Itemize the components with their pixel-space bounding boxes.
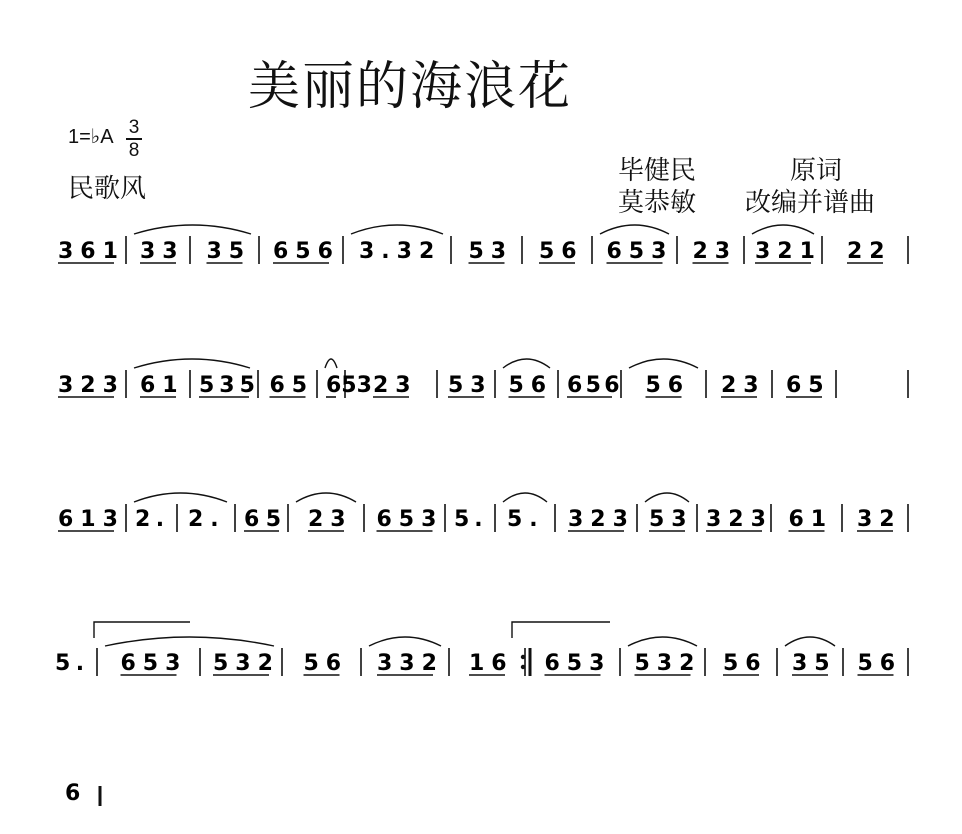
slur-arc xyxy=(785,637,835,646)
song-title: 美丽的海浪花 xyxy=(248,57,573,117)
measure-notes: 321 xyxy=(755,239,822,264)
measure-notes: 532 xyxy=(213,651,280,676)
slur-arc xyxy=(628,637,697,646)
slur-arc xyxy=(645,493,689,502)
measure-notes: 323 xyxy=(568,507,635,532)
measure-notes: 5. xyxy=(454,507,488,532)
measure-notes: 532 xyxy=(634,651,702,676)
style-marking: 民歌风 xyxy=(68,174,147,204)
slur-arc xyxy=(325,359,337,368)
composer-role: 改编并谱曲 xyxy=(745,188,876,218)
measure-notes: 61 xyxy=(788,507,834,532)
measure-notes: 56 xyxy=(857,651,903,676)
time-signature-top: 3 xyxy=(128,117,140,138)
measure-notes: 56 xyxy=(539,239,584,264)
measure-notes: 56 xyxy=(303,651,349,676)
measure-notes: 23 xyxy=(308,507,353,532)
measure-notes: 53 xyxy=(468,239,514,264)
measure-notes: 33 xyxy=(140,239,185,264)
measure-notes: 53 xyxy=(448,373,493,398)
measure-notes: 2. xyxy=(135,507,170,532)
measure-notes: 6 xyxy=(65,781,88,806)
time-signature-bottom: 8 xyxy=(128,140,140,161)
slur-arc xyxy=(296,493,356,502)
measure-notes: 656 xyxy=(273,239,340,264)
slur-arc xyxy=(134,493,227,502)
slur-arc xyxy=(503,359,550,368)
measure-notes: 23 xyxy=(373,373,418,398)
measure-notes: 61 xyxy=(140,373,185,398)
measure-notes: 22 xyxy=(847,239,892,264)
measure-notes: 56 xyxy=(645,373,691,398)
measure-notes: 535 xyxy=(199,373,260,398)
measure-notes: 53 xyxy=(649,507,694,532)
slur-arc xyxy=(105,637,274,646)
repeat-dot xyxy=(521,665,525,669)
measure-notes: 656 xyxy=(567,373,623,398)
measure-notes: 613 xyxy=(58,507,125,532)
measure-notes: 56 xyxy=(508,373,554,398)
measure-notes: 3.32 xyxy=(359,239,442,264)
measure-notes: 65 xyxy=(244,507,288,532)
volta-bracket-2 xyxy=(512,622,610,638)
slur-arc xyxy=(629,359,698,368)
composer-name: 莫恭敏 xyxy=(618,188,697,218)
slur-arc xyxy=(369,637,441,646)
measure-notes: 35 xyxy=(792,651,837,676)
measure-notes: 323 xyxy=(706,507,773,532)
slur-arc xyxy=(752,225,814,234)
repeat-dot xyxy=(521,655,525,659)
measure-notes: 653 xyxy=(326,373,372,398)
volta-bracket-1 xyxy=(94,622,190,638)
key-signature: 1=♭A xyxy=(68,126,114,148)
measure-notes: 5. xyxy=(507,507,545,532)
slur-arc xyxy=(134,225,251,234)
measure-notes: 56 xyxy=(723,651,768,676)
measure-notes: 653 xyxy=(376,507,444,532)
measure-notes: 361 xyxy=(58,239,125,264)
slur-arc xyxy=(503,493,547,502)
measure-notes: 35 xyxy=(206,239,252,264)
slur-arc xyxy=(134,359,250,368)
lyricist-name: 毕健民 xyxy=(618,156,697,186)
measure-notes: 32 xyxy=(857,507,902,532)
measure-notes: 2. xyxy=(188,507,226,532)
slur-arc xyxy=(600,225,669,234)
measure-notes: 23 xyxy=(721,373,766,398)
measure-notes: 332 xyxy=(377,651,444,676)
measure-notes: 653 xyxy=(120,651,188,676)
measure-notes: 653 xyxy=(544,651,612,676)
measure-notes: 5. xyxy=(55,651,90,676)
measure-notes: 65 xyxy=(786,373,831,398)
measure-notes: 323 xyxy=(58,373,125,398)
measure-notes: 16 xyxy=(469,651,514,676)
measure-notes: 653 xyxy=(606,239,674,264)
slur-arc xyxy=(351,225,443,234)
measure-notes: 23 xyxy=(692,239,738,264)
lyricist-role: 原词 xyxy=(790,156,843,186)
measure-notes: 65 xyxy=(269,373,315,398)
